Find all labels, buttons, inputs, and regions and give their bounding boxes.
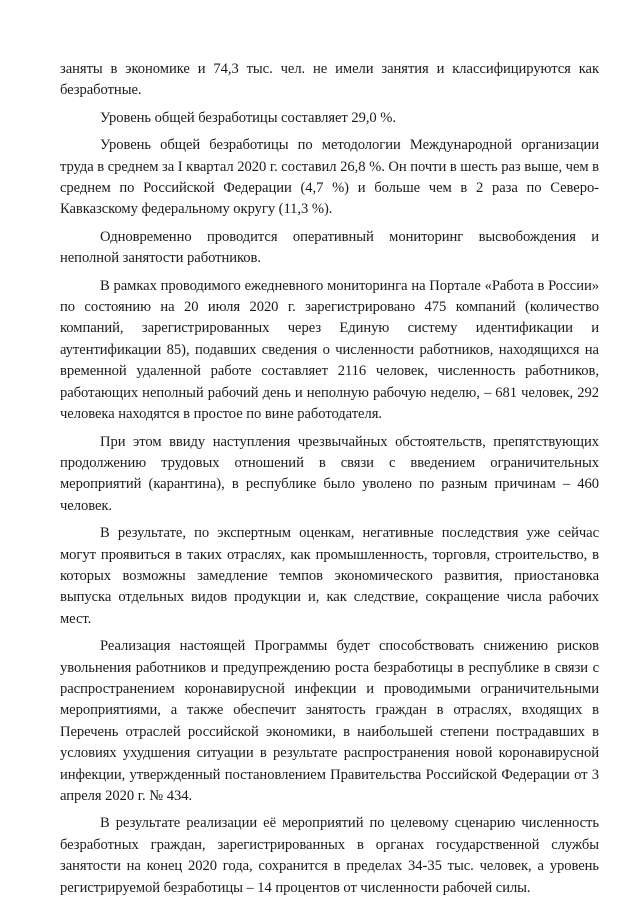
- paragraph-ilo-unemployment: Уровень общей безработицы по методологии Международной организации труда в среднем за I квартал 2020 г. составил 26,8 %. Он почти в шесть раз выше, чем в среднем по Российской Федерации (4,7 %) и больше чем в 2 раза по Северо-Кавказскому федеральному округу (11,3 %).: [60, 137, 599, 218]
- paragraph-monitoring: Одновременно проводится оперативный мониторинг высвобождения и неполной занятости работников.: [60, 228, 599, 267]
- paragraph-general-unemployment: Уровень общей безработицы составляет 29,0 %.: [100, 109, 396, 126]
- paragraph-dismissals: При этом ввиду наступления чрезвычайных обстоятельств, препятствующих продолжению трудовых отношений в связи с введением ограничительных мероприятий (карантина), в республике было уволено по разным причинам – 460 человек.: [60, 433, 599, 514]
- paragraph-negative-consequences: В результате, по экспертным оценкам, негативные последствия уже сейчас могут проявиться в таких отраслях, как промышленность, торговля, строительство, в которых возможны замедление темпов экономического развития, приостановка выпуска отдельных видов продукции и, как следствие, сокращение числа рабочих мест.: [60, 525, 599, 627]
- paragraph-target-scenario: В результате реализации её мероприятий по целевому сценарию численность безработных граждан, зарегистрированных в органах государственной службы занятости на конец 2020 года, сохранится в пределах 34-35 тыс. человек, а уровень регистрируемой безработицы – 14 процентов от численности рабочей силы.: [60, 815, 599, 896]
- paragraph-program-implementation: Реализация настоящей Программы будет способствовать снижению рисков увольнения работников и предупреждению роста безработицы в республике в связи с распространением коронавирусной инфекции и проводимыми ограничительными мероприятиями, а также обеспечит занятость граждан в отраслях, входящих в Перечень отраслей российской экономики, в наибольшей степени пострадавших в условиях ухудшения ситуации в результате распространения новой коронавирусной инфекции, утвержденный постановлением Правительства Российской Федерации от 3 апреля 2020 г. № 434.: [60, 638, 599, 804]
- paragraph-employment-continuation: заняты в экономике и 74,3 тыс. чел. не имели занятия и классифицируются как безработные.: [60, 61, 599, 99]
- paragraph-portal-monitoring: В рамках проводимого ежедневного мониторинга на Портале «Работа в России» по состоянию на 20 июля 2020 г. зарегистрировано 475 компаний (количество компаний, зарегистрированных через Единую систему идентификации и аутентификации 85), подавших сведения о численности работников, находящихся на временной удаленной работе составляет 2116 человек, численность работников, работающих неполный рабочий день и неполную рабочую неделю, – 681 человек, 292 человека находятся в простое по вине работодателя.: [60, 277, 599, 423]
- document-body: [60, 59, 599, 905]
